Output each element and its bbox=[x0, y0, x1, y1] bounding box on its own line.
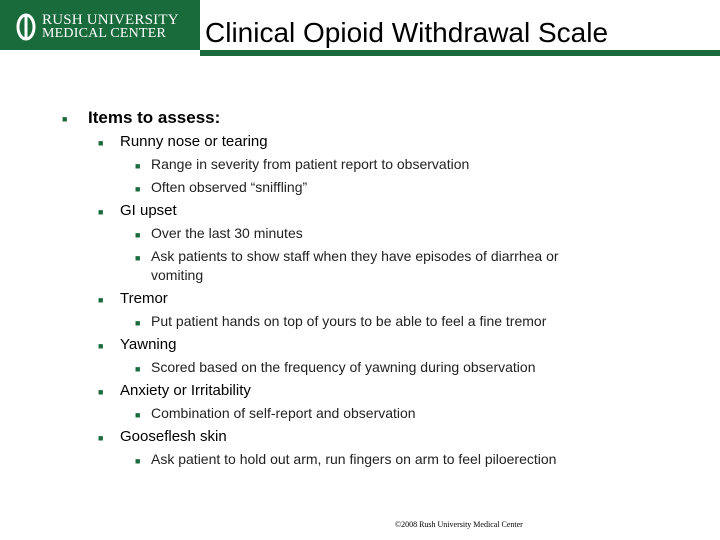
item-label: Yawning bbox=[120, 336, 177, 353]
item-label: GI upset bbox=[120, 202, 177, 219]
bullet-square-icon: ■ bbox=[135, 184, 141, 194]
item-label: Tremor bbox=[120, 290, 168, 307]
subitem: Over the last 30 minutes bbox=[151, 225, 303, 241]
bullet-square-icon: ■ bbox=[98, 295, 104, 305]
bullet-square-icon: ■ bbox=[135, 161, 141, 171]
bullet-square-icon: ■ bbox=[135, 230, 141, 240]
bullet-square-icon: ■ bbox=[135, 318, 141, 328]
subitem-continuation: vomiting bbox=[151, 267, 204, 283]
bullet-square-icon: ■ bbox=[62, 114, 68, 124]
bullet-square-icon: ■ bbox=[98, 387, 104, 397]
logo-line-university: RUSH UNIVERSITY bbox=[42, 12, 179, 28]
logo-line-medical-center: MEDICAL CENTER bbox=[42, 26, 166, 41]
bullet-square-icon: ■ bbox=[98, 433, 104, 443]
subitem: Ask patient to hold out arm, run fingers on arm to feel piloerection bbox=[151, 451, 557, 467]
subitem: Often observed “sniffling” bbox=[151, 179, 308, 195]
subitem: Combination of self-report and observation bbox=[151, 405, 416, 421]
subitem: Scored based on the frequency of yawning during observation bbox=[151, 359, 536, 375]
subitem: Put patient hands on top of yours to be able to feel a fine tremor bbox=[151, 313, 547, 329]
bullet-square-icon: ■ bbox=[135, 410, 141, 420]
copyright-text: ©2008 Rush University Medical Center bbox=[395, 520, 523, 529]
subitem: Ask patients to show staff when they have episodes of diarrhea or bbox=[151, 248, 559, 264]
subitem: Range in severity from patient report to observation bbox=[151, 156, 470, 172]
item-label: Runny nose or tearing bbox=[120, 133, 268, 150]
bullet-square-icon: ■ bbox=[135, 456, 141, 466]
item-label: Gooseflesh skin bbox=[120, 428, 227, 445]
bullet-square-icon: ■ bbox=[98, 341, 104, 351]
bullet-square-icon: ■ bbox=[98, 207, 104, 217]
slide-title: Clinical Opioid Withdrawal Scale bbox=[205, 17, 609, 48]
bullet-square-icon: ■ bbox=[135, 364, 141, 374]
item-label: Anxiety or Irritability bbox=[120, 382, 251, 399]
bullet-square-icon: ■ bbox=[135, 253, 141, 263]
bullet-square-icon: ■ bbox=[98, 138, 104, 148]
items-heading: Items to assess: bbox=[88, 108, 221, 127]
